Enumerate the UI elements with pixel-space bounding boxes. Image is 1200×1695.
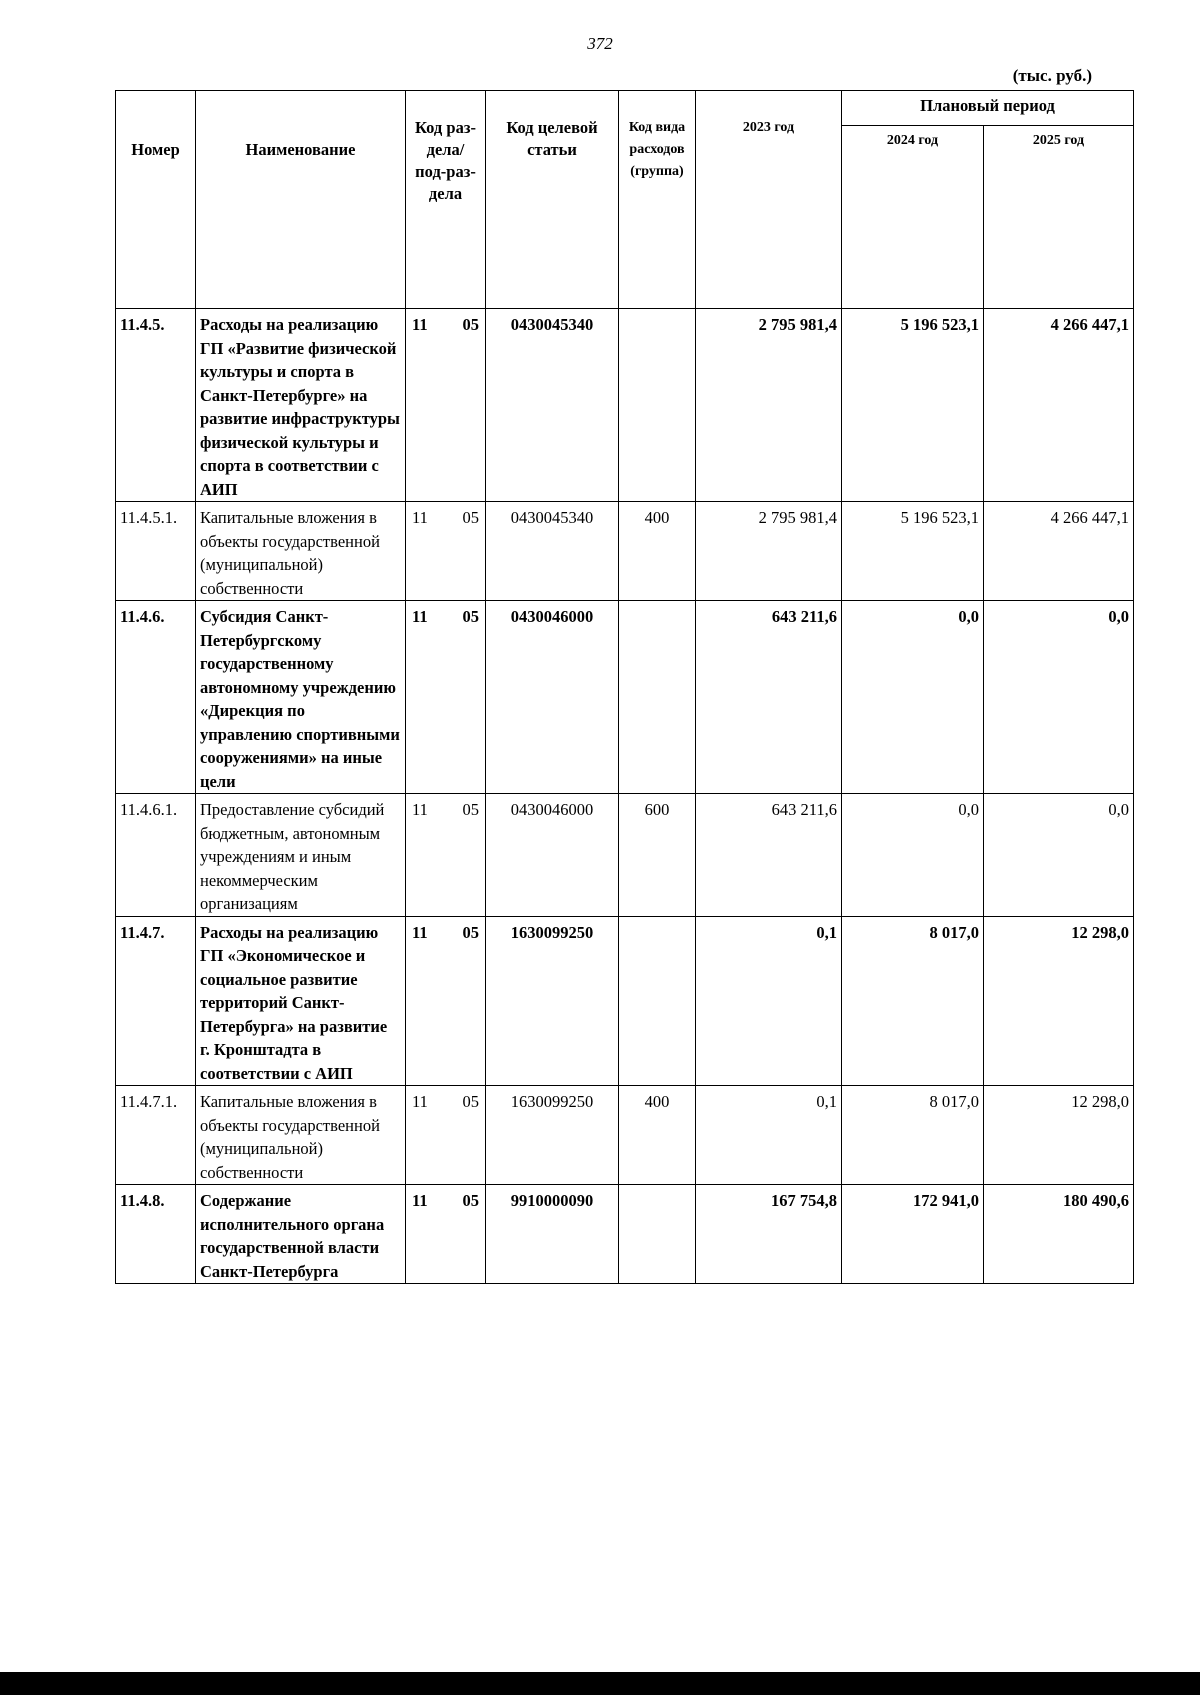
header-number: Номер bbox=[116, 91, 196, 309]
row-name: Расходы на реализацию ГП «Развитие физической культуры и спорта в Санкт-Петербурге» на развитие инфраструктуры физической культуры и спорта в соответствии с АИП bbox=[196, 309, 406, 502]
row-expense-type bbox=[619, 309, 696, 502]
row-number: 11.4.8. bbox=[116, 1185, 196, 1284]
header-year-2024: 2024 год bbox=[842, 126, 984, 309]
row-number: 11.4.7. bbox=[116, 916, 196, 1086]
row-subsection: 05 bbox=[462, 315, 479, 334]
row-name: Предоставление субсидий бюджетным, автономным учреждениям и иным некоммерческим организациям bbox=[196, 794, 406, 917]
header-target-code: Код целевой статьи bbox=[486, 91, 619, 309]
header-year-2023: 2023 год bbox=[696, 91, 842, 309]
row-section: 11 bbox=[412, 315, 428, 334]
row-number: 11.4.6. bbox=[116, 601, 196, 794]
row-subsection: 05 bbox=[462, 1191, 479, 1210]
row-subsection: 05 bbox=[462, 508, 479, 527]
row-target-code: 0430046000 bbox=[486, 794, 619, 917]
row-name: Содержание исполнительного органа государственной власти Санкт-Петербурга bbox=[196, 1185, 406, 1284]
row-expense-type: 400 bbox=[619, 502, 696, 601]
row-number: 11.4.5. bbox=[116, 309, 196, 502]
row-name: Капитальные вложения в объекты государственной (муниципальной) собственности bbox=[196, 502, 406, 601]
row-number: 11.4.7.1. bbox=[116, 1086, 196, 1185]
row-subsection: 05 bbox=[462, 922, 479, 942]
row-section: 11 bbox=[412, 800, 428, 819]
row-expense-type bbox=[619, 916, 696, 1086]
row-2024: 0,0 bbox=[842, 601, 984, 794]
row-2025: 0,0 bbox=[984, 601, 1134, 794]
table-row bbox=[116, 794, 1134, 917]
row-2024: 8 017,0 bbox=[842, 916, 984, 1086]
row-subsection: 05 bbox=[462, 607, 479, 626]
row-expense-type bbox=[619, 1185, 696, 1284]
row-2024: 5 196 523,1 bbox=[842, 309, 984, 502]
row-section-code bbox=[406, 309, 486, 502]
row-2024: 172 941,0 bbox=[842, 1185, 984, 1284]
row-expense-type bbox=[619, 601, 696, 794]
row-section-code bbox=[406, 502, 486, 601]
row-target-code: 0430046000 bbox=[486, 601, 619, 794]
row-2023: 2 795 981,4 bbox=[696, 309, 842, 502]
row-target-code: 0430045340 bbox=[486, 309, 619, 502]
header-planned-period: Плановый период bbox=[842, 91, 1134, 126]
header-year-2025: 2025 год bbox=[984, 126, 1134, 309]
row-subsection: 05 bbox=[462, 800, 479, 819]
row-section-code bbox=[406, 601, 486, 794]
row-2023: 2 795 981,4 bbox=[696, 502, 842, 601]
row-2023: 167 754,8 bbox=[696, 1185, 842, 1284]
row-section: 11 bbox=[412, 1191, 428, 1210]
row-2023: 643 211,6 bbox=[696, 601, 842, 794]
table-row bbox=[116, 916, 1134, 1086]
row-2024: 5 196 523,1 bbox=[842, 502, 984, 601]
row-expense-type: 400 bbox=[619, 1086, 696, 1185]
row-name: Субсидия Санкт-Петербургскому государственному автономному учреждению «Дирекция по управлению спортивными сооружениями» на иные цели bbox=[196, 601, 406, 794]
row-subsection: 05 bbox=[462, 1092, 479, 1111]
row-2025: 12 298,0 bbox=[984, 1086, 1134, 1185]
scan-bottom-edge bbox=[0, 1672, 1200, 1695]
row-section-code bbox=[406, 916, 486, 1086]
row-2025: 180 490,6 bbox=[984, 1185, 1134, 1284]
row-section-code bbox=[406, 1086, 486, 1185]
row-section: 11 bbox=[412, 922, 428, 942]
row-name: Расходы на реализацию ГП «Экономическое и социальное развитие территорий Санкт-Петербурга» на развитие г. Кронштадта в соответствии с АИП bbox=[196, 916, 406, 1086]
row-2025: 0,0 bbox=[984, 794, 1134, 917]
row-target-code: 1630099250 bbox=[486, 1086, 619, 1185]
row-number: 11.4.5.1. bbox=[116, 502, 196, 601]
row-2025: 12 298,0 bbox=[984, 916, 1134, 1086]
table-row bbox=[116, 601, 1134, 794]
header-name: Наименование bbox=[196, 91, 406, 309]
row-name: Капитальные вложения в объекты государственной (муниципальной) собственности bbox=[196, 1086, 406, 1185]
row-2024: 8 017,0 bbox=[842, 1086, 984, 1185]
row-2024: 0,0 bbox=[842, 794, 984, 917]
table-row bbox=[116, 1185, 1134, 1284]
table-row bbox=[116, 309, 1134, 502]
row-2025: 4 266 447,1 bbox=[984, 309, 1134, 502]
table-row bbox=[116, 1086, 1134, 1185]
row-2023: 0,1 bbox=[696, 916, 842, 1086]
budget-table bbox=[115, 90, 1134, 1284]
row-section: 11 bbox=[412, 1092, 428, 1111]
row-2023: 643 211,6 bbox=[696, 794, 842, 917]
header-expense-type-code: Код вида расходов (группа) bbox=[619, 91, 696, 309]
row-expense-type: 600 bbox=[619, 794, 696, 917]
row-target-code: 1630099250 bbox=[486, 916, 619, 1086]
row-section: 11 bbox=[412, 607, 428, 626]
table-row bbox=[116, 502, 1134, 601]
row-section-code bbox=[406, 794, 486, 917]
row-section: 11 bbox=[412, 508, 428, 527]
row-number: 11.4.6.1. bbox=[116, 794, 196, 917]
page-number: 372 bbox=[587, 34, 613, 53]
header-section-code: Код раз-дела/ под-раз-дела bbox=[406, 91, 486, 309]
row-target-code: 9910000090 bbox=[486, 1185, 619, 1284]
row-target-code: 0430045340 bbox=[486, 502, 619, 601]
row-2023: 0,1 bbox=[696, 1086, 842, 1185]
row-2025: 4 266 447,1 bbox=[984, 502, 1134, 601]
row-section-code bbox=[406, 1185, 486, 1284]
units-label: (тыс. руб.) bbox=[1012, 66, 1092, 85]
